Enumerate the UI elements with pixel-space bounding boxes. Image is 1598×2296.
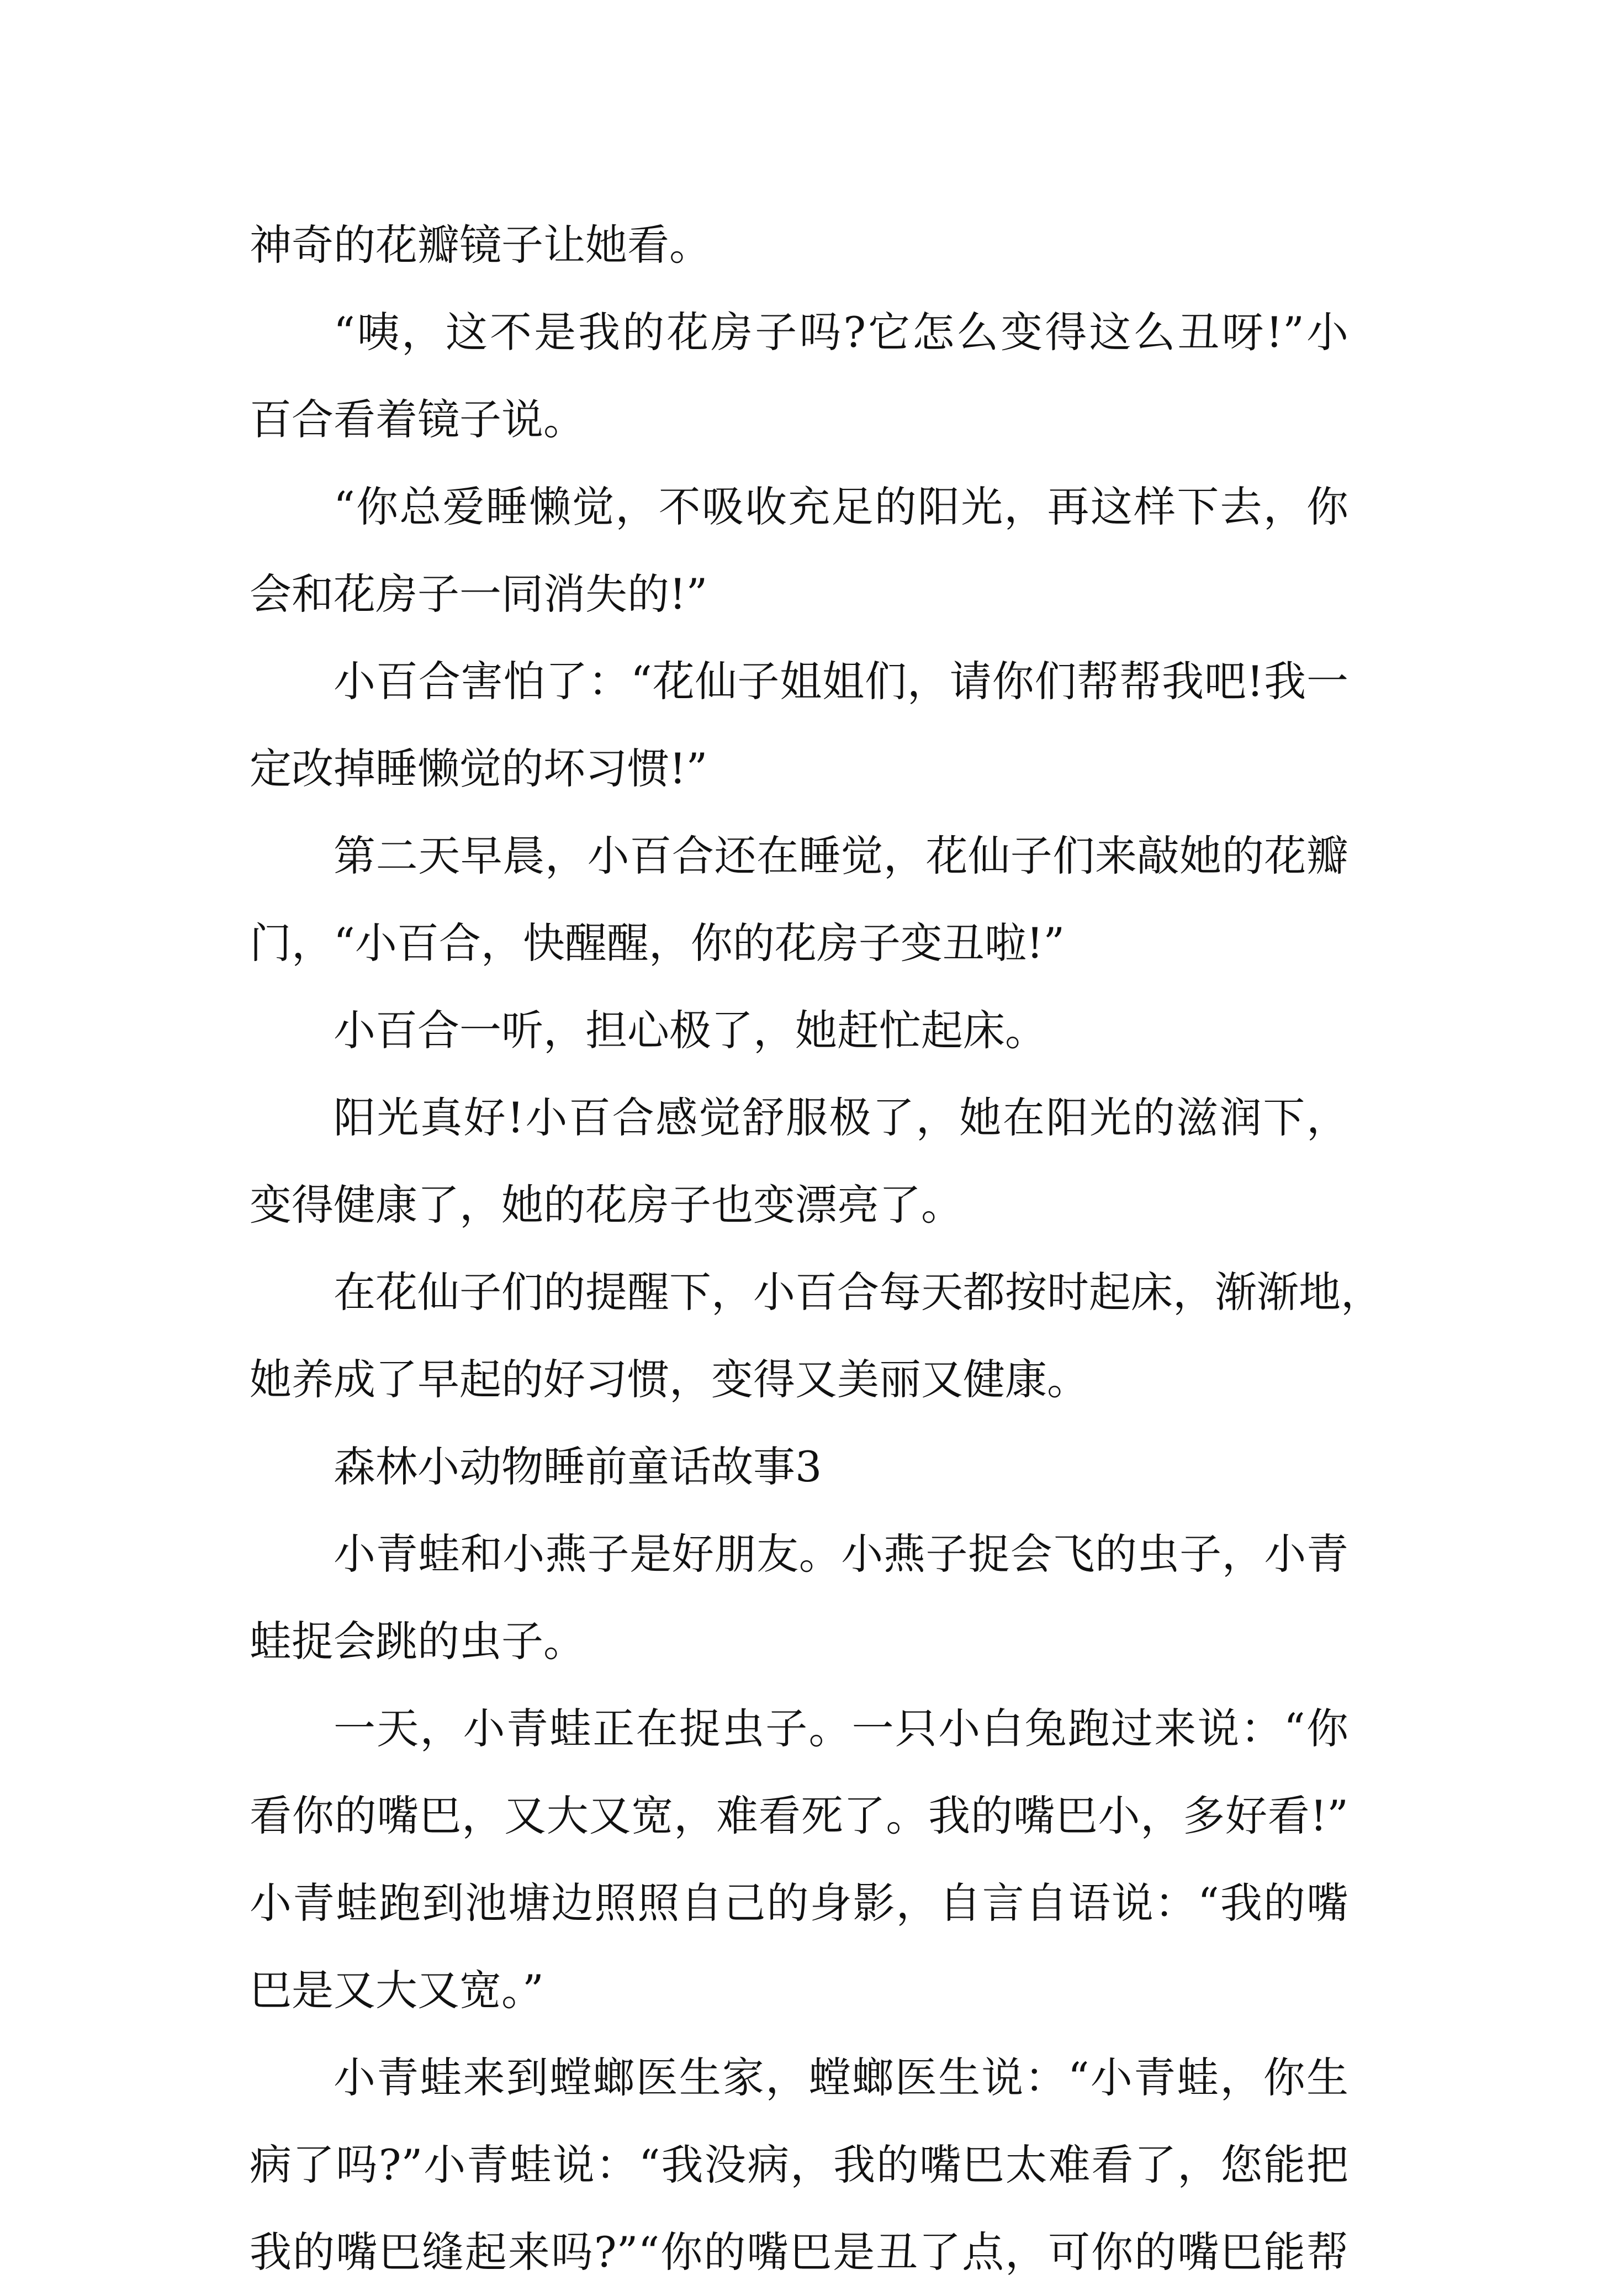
text-line: 蛙捉会跳的虫子。 — [250, 1617, 585, 1666]
text-line: 我的嘴巴缝起来吗?”“你的嘴巴是丑了点，可你的嘴巴能帮 — [250, 2228, 1348, 2277]
text-line: 小青蛙来到螳螂医生家，螳螂医生说：“小青蛙，你生 — [334, 2053, 1348, 2102]
text-line: 小百合害怕了：“花仙子姐姐们，请你们帮帮我吧!我一 — [334, 657, 1348, 706]
text-line: 看你的嘴巴，又大又宽，难看死了。我的嘴巴小，多好看!” — [250, 1791, 1348, 1840]
document-body — [250, 202, 1383, 2296]
text-line: 阳光真好!小百合感觉舒服极了，她在阳光的滋润下， — [334, 1093, 1348, 1142]
text-line: 定改掉睡懒觉的坏习惯!” — [250, 744, 708, 793]
text-line: 她养成了早起的好习惯，变得又美丽又健康。 — [250, 1355, 1089, 1404]
text-line: “咦，这不是我的花房子吗?它怎么变得这么丑呀!”小 — [334, 308, 1348, 357]
text-line: 小百合一听，担心极了，她赶忙起床。 — [334, 1006, 1047, 1055]
text-line: 小青蛙和小燕子是好朋友。小燕子捉会飞的虫子，小青 — [334, 1529, 1348, 1579]
text-line: 小青蛙跑到池塘边照照自己的身影，自言自语说：“我的嘴 — [250, 1878, 1348, 1928]
text-line: 巴是又大又宽。” — [250, 1966, 544, 2015]
text-line: 门，“小百合，快醒醒，你的花房子变丑啦!” — [250, 919, 1065, 968]
text-line: 会和花房子一同消失的!” — [250, 569, 708, 619]
text-line: 病了吗?”小青蛙说：“我没病，我的嘴巴太难看了，您能把 — [250, 2140, 1348, 2189]
text-line: 变得健康了，她的花房子也变漂亮了。 — [250, 1180, 963, 1229]
text-line: 在花仙子们的提醒下，小百合每天都按时起床，渐渐地， — [334, 1268, 1383, 1317]
text-line: 神奇的花瓣镜子让她看。 — [250, 220, 711, 270]
text-line: 第二天早晨，小百合还在睡觉，花仙子们来敲她的花瓣 — [334, 831, 1348, 880]
text-line: 一天，小青蛙正在捉虫子。一只小白兔跑过来说：“你 — [334, 1704, 1348, 1753]
text-line: 百合看着镜子说。 — [250, 395, 585, 444]
text-line: “你总爱睡懒觉，不吸收充足的阳光，再这样下去，你 — [334, 482, 1348, 531]
text-line: 森林小动物睡前童话故事3 — [334, 1442, 822, 1491]
